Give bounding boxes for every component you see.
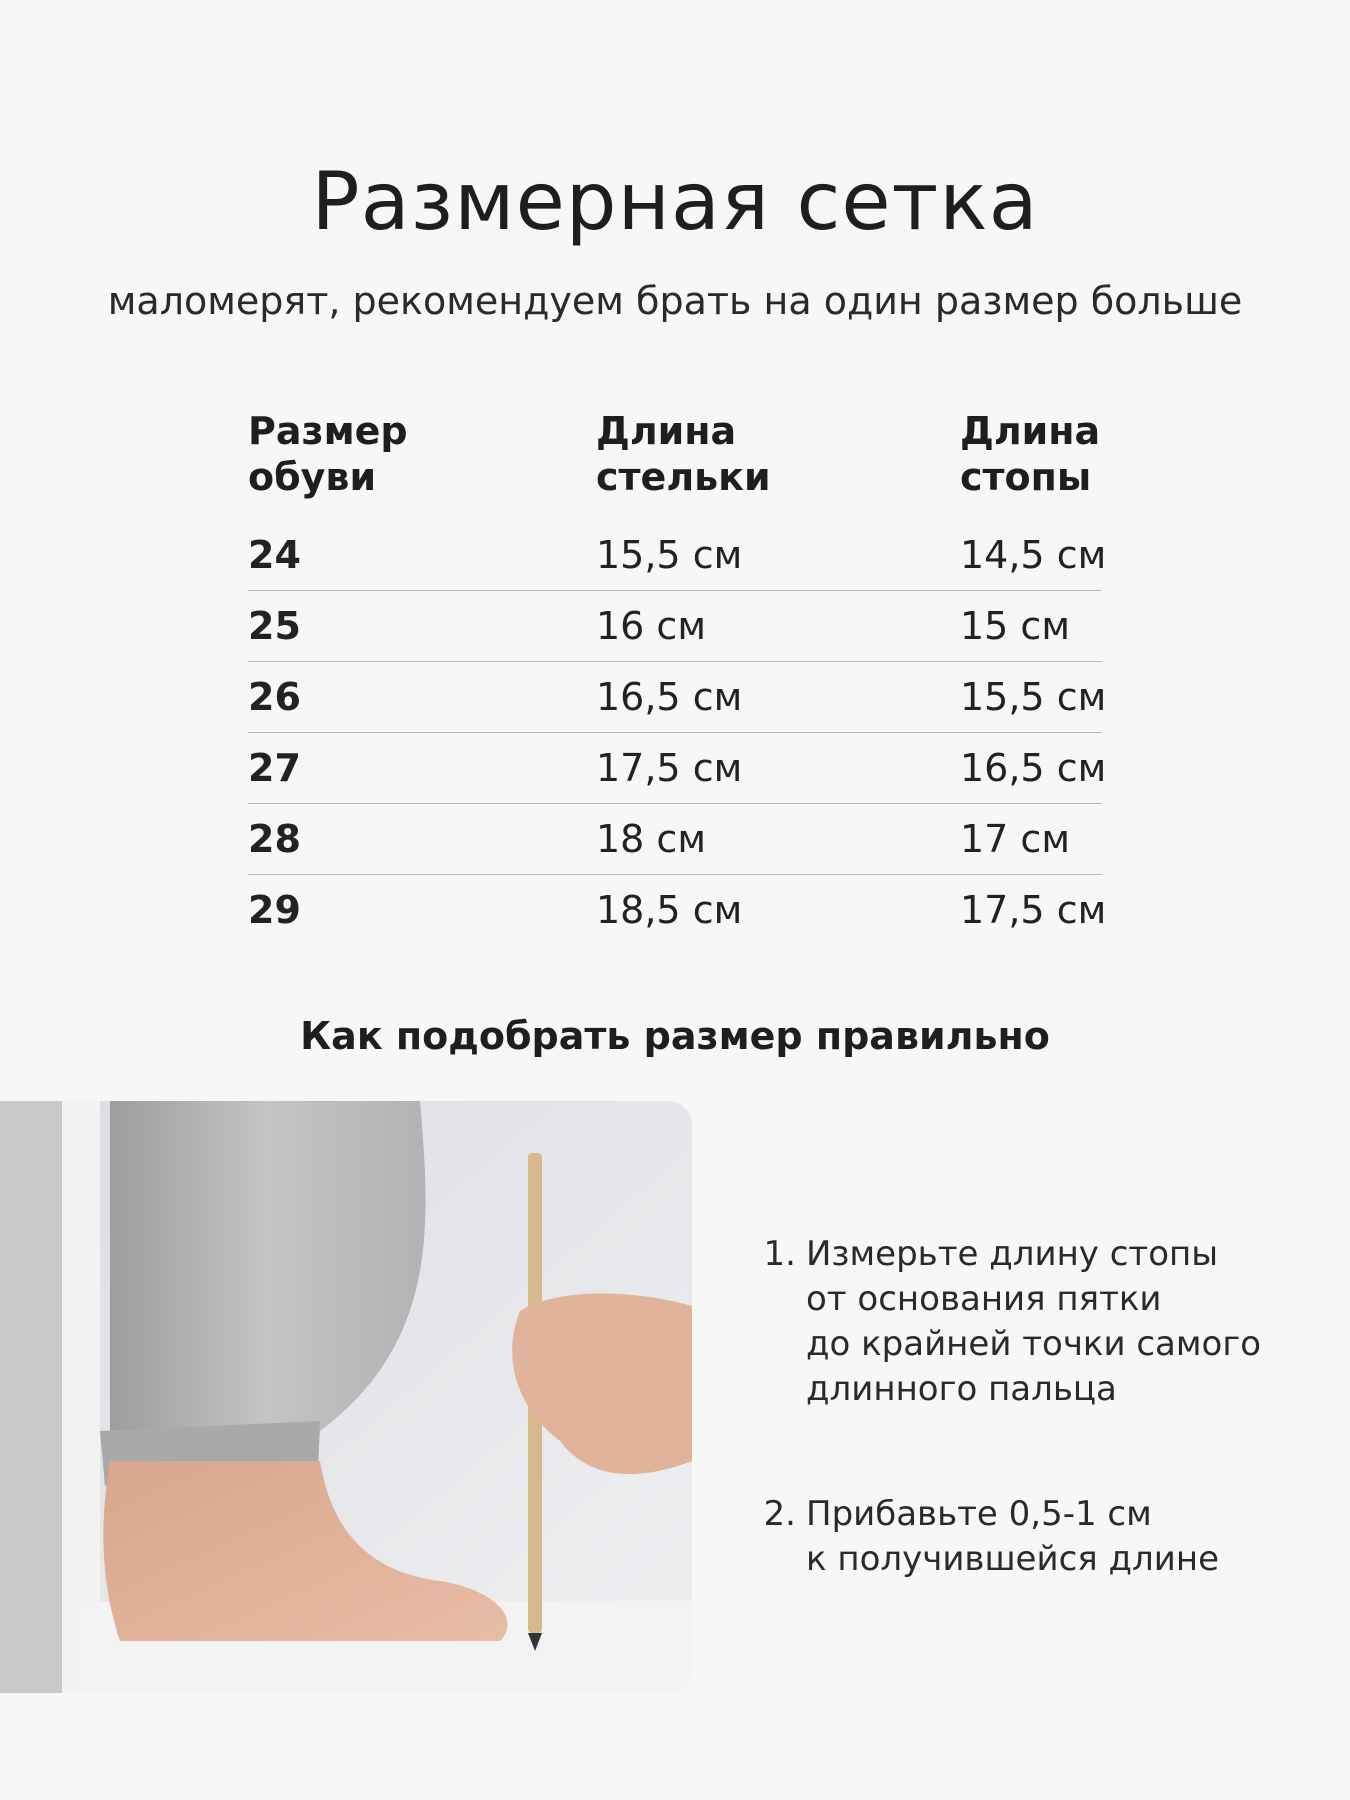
step-number: 1.	[763, 1234, 796, 1274]
cell-insole: 16 см	[596, 604, 706, 648]
table-row	[248, 733, 1107, 804]
cell-size: 28	[248, 817, 301, 861]
header-line: Длина	[960, 409, 1101, 453]
header-insole-length	[596, 408, 960, 508]
cell-foot: 17 см	[960, 817, 1070, 861]
cell-foot: 16,5 см	[960, 746, 1107, 790]
step-line: от основания пятки	[806, 1279, 1162, 1319]
list-item	[748, 1232, 1328, 1412]
foot-measurement-photo	[0, 1101, 692, 1693]
header-line: стельки	[596, 455, 771, 499]
cell-foot: 15 см	[960, 604, 1070, 648]
cell-foot: 15,5 см	[960, 675, 1107, 719]
header-line: стопы	[960, 455, 1092, 499]
step-line: Измерьте длину стопы	[806, 1234, 1219, 1274]
table-row	[248, 662, 1107, 733]
table-row	[248, 520, 1107, 591]
step-number: 2.	[763, 1494, 796, 1534]
table-row	[248, 804, 1102, 875]
table-row	[248, 591, 1102, 662]
cell-foot: 14,5 см	[960, 533, 1107, 577]
cell-size: 25	[248, 604, 301, 648]
header-line: Длина	[596, 409, 737, 453]
size-table	[248, 408, 1107, 945]
header-line: Размер	[248, 409, 408, 453]
howto-heading: Как подобрать размер правильно	[300, 1014, 1050, 1058]
cell-size: 29	[248, 888, 301, 932]
cell-size: 26	[248, 675, 301, 719]
cell-insole: 18,5 см	[596, 888, 743, 932]
cell-insole: 16,5 см	[596, 675, 743, 719]
cell-insole: 18 см	[596, 817, 706, 861]
cell-foot: 17,5 см	[960, 888, 1107, 932]
cell-insole: 17,5 см	[596, 746, 743, 790]
cell-size: 27	[248, 746, 301, 790]
step-text	[806, 1492, 1328, 1582]
step-line: к получившейся длине	[806, 1539, 1220, 1579]
step-line: до крайней точки самого	[806, 1324, 1261, 1364]
cell-size: 24	[248, 533, 301, 577]
header-shoe-size	[248, 408, 596, 508]
instructions-list	[748, 1232, 1328, 1662]
cell-insole: 15,5 см	[596, 533, 743, 577]
header-line: обуви	[248, 455, 377, 499]
page-subtitle: маломерят, рекомендуем брать на один размер больше	[107, 279, 1243, 323]
step-text	[806, 1232, 1328, 1412]
table-row	[248, 875, 1107, 945]
table-header	[248, 408, 1102, 508]
step-line: длинного пальца	[806, 1369, 1117, 1409]
step-line: Прибавьте 0,5-1 см	[806, 1494, 1152, 1534]
list-item	[748, 1492, 1328, 1582]
page-title: Размерная сетка	[311, 155, 1039, 248]
header-foot-length	[960, 408, 1102, 508]
